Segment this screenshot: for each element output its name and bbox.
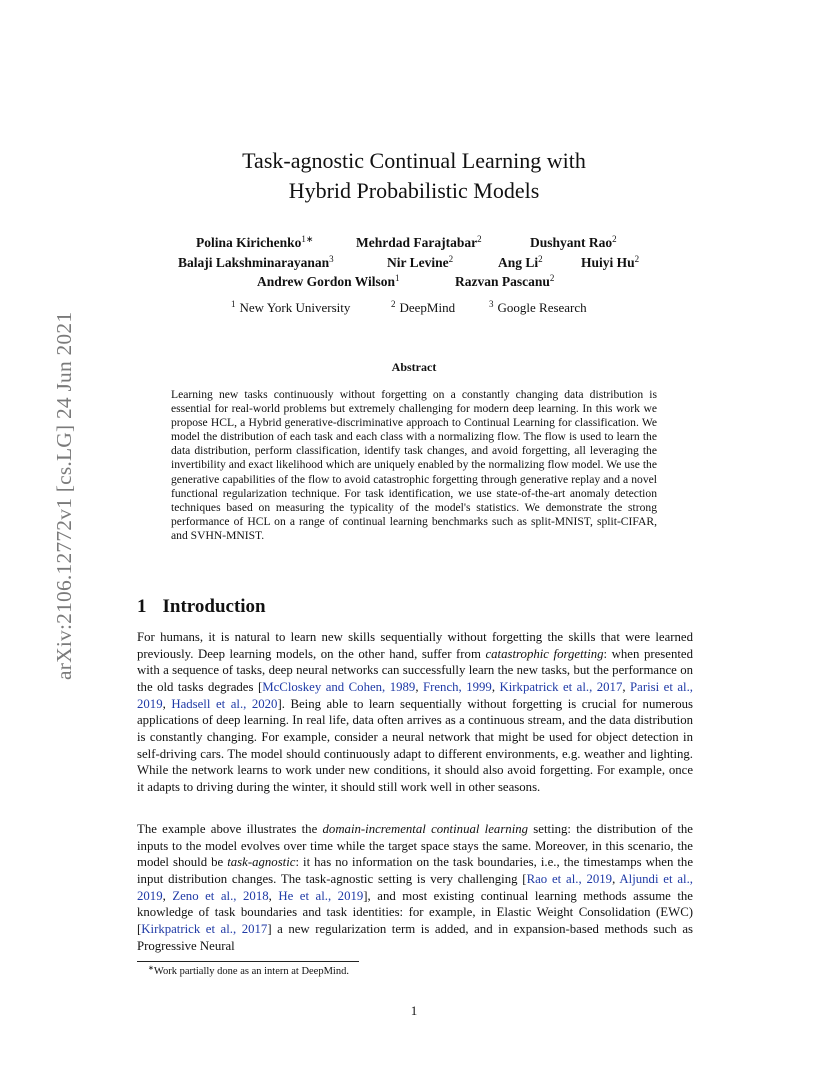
- citation-link[interactable]: Parisi et al., 2019: [137, 679, 693, 711]
- author: Polina Kirichenko$^{1∗}$: [196, 234, 314, 250]
- citation-link[interactable]: Kirkpatrick et al., 2017: [499, 679, 623, 694]
- author: Nir Levine$^2$: [387, 254, 454, 270]
- author: Balaji Lakshminarayanan$^3$: [178, 254, 334, 270]
- section-number: 1: [137, 596, 147, 617]
- author: Dushyant Rao$^2$: [530, 234, 617, 250]
- footnote: ∗Work partially done as an intern at DeepMind.: [148, 964, 349, 977]
- section-heading: [137, 596, 266, 618]
- citation-link[interactable]: He et al., 2019: [278, 888, 364, 903]
- citation-link[interactable]: Aljundi et al., 2019: [137, 871, 693, 903]
- section-title: Introduction: [162, 596, 266, 617]
- author: Mehrdad Farajtabar$^2$: [356, 234, 482, 250]
- citation-link[interactable]: Hadsell et al., 2020: [171, 696, 278, 711]
- body-paragraph: The example above illustrates the domain-incremental continual learning setting: the distribution of the inputs to the model evolves over time while the target space stays the same. Moreover, in this scenario, the model should be task-agnostic: it has no information on the task boundaries, i.e., the timestamps when the input distribution changes. The task-agnostic setting is very challenging [Rao et al., 2019, Aljundi et al., 2019, Zeno et al., 2018, He et al., 2019], and most existing continual learning methods assume the knowledge of task boundaries and task identities: for example, in Elastic Weight Consolidation (EWC) [Kirkpatrick et al., 2017] a new regularization term is added, and in expansion-based methods such as Progressive Neural: [137, 822, 694, 953]
- paper-title-line-2: Hybrid Probabilistic Models: [288, 178, 540, 203]
- arxiv-stamp-text: arXiv:2106.12772v1 [cs.LG] 24 Jun 2021: [52, 311, 76, 680]
- author: Ang Li$^2$: [498, 254, 543, 270]
- abstract-text: Learning new tasks continuously without forgetting on a constantly changing data distribution is essential for real-world problems but extremely challenging for modern deep learning. In this work we propose HCL, a Hybrid generative-discriminative approach to Continual Learning for classification. We model the distribution of each task and each class with a normalizing flow. The flow is used to learn the data distribution, perform classification, identify task changes, and avoid forgetting, all leveraging the invertibility and exact likelihood which are uniquely enabled by the normalizing flow model. We use the generative capabilities of the flow to avoid catastrophic forgetting through generative replay and a novel functional regularization technique. For task identification, we use state-of-the-art anomaly detection techniques based on measuring the typicality of the model's statistics. We demonstrate the strong performance of HCL on a range of continual learning benchmarks such as split-MNIST, split-CIFAR, and SVHN-MNIST.: [171, 388, 657, 542]
- body-paragraph: For humans, it is natural to learn new skills sequentially without forgetting the skills that were learned previously. Deep learning models, on the other hand, suffer from catastrophic forgetting: when presented with a sequence of tasks, deep neural networks can successfully learn the new tasks, but the performance on the old tasks degrades [McCloskey and Cohen, 1989, French, 1999, Kirkpatrick et al., 2017, Parisi et al., 2019, Hadsell et al., 2020]. Being able to learn sequentially without forgetting is crucial for numerous applications of deep learning. In real life, data often arrives as a continuous stream, and the data distribution is constantly changing. For example, consider a neural network that might be used for object detection in self-driving cars. The model should continuously adapt to different environments, e.g. weather and lighting. While the network learns to work under new conditions, it should also avoid forgetting. For example, once it adapts to driving during the winter, it should still work well in other seasons.: [137, 630, 694, 794]
- author: Andrew Gordon Wilson$^1$: [257, 273, 400, 289]
- citation-link[interactable]: Rao et al., 2019: [526, 871, 613, 886]
- author: Razvan Pascanu$^2$: [455, 273, 555, 289]
- citation-link[interactable]: French, 1999: [423, 679, 492, 694]
- affiliation: $^3$ Google Research: [489, 299, 587, 315]
- citation-link[interactable]: Kirkpatrick et al., 2017: [141, 921, 268, 936]
- citation-link[interactable]: Zeno et al., 2018: [172, 888, 269, 903]
- footnote-rule: [137, 961, 359, 962]
- affiliation: $^2$ DeepMind: [391, 299, 456, 315]
- arxiv-stamp: [22, 290, 76, 680]
- author: Huiyi Hu$^2$: [581, 254, 640, 270]
- abstract-heading: Abstract: [391, 360, 437, 374]
- citation-link[interactable]: McCloskey and Cohen, 1989: [262, 679, 416, 694]
- page-number: 1: [410, 1003, 418, 1018]
- affiliation: $^1$ New York University: [231, 299, 351, 315]
- paper-title-line-1: Task-agnostic Continual Learning with: [242, 148, 586, 173]
